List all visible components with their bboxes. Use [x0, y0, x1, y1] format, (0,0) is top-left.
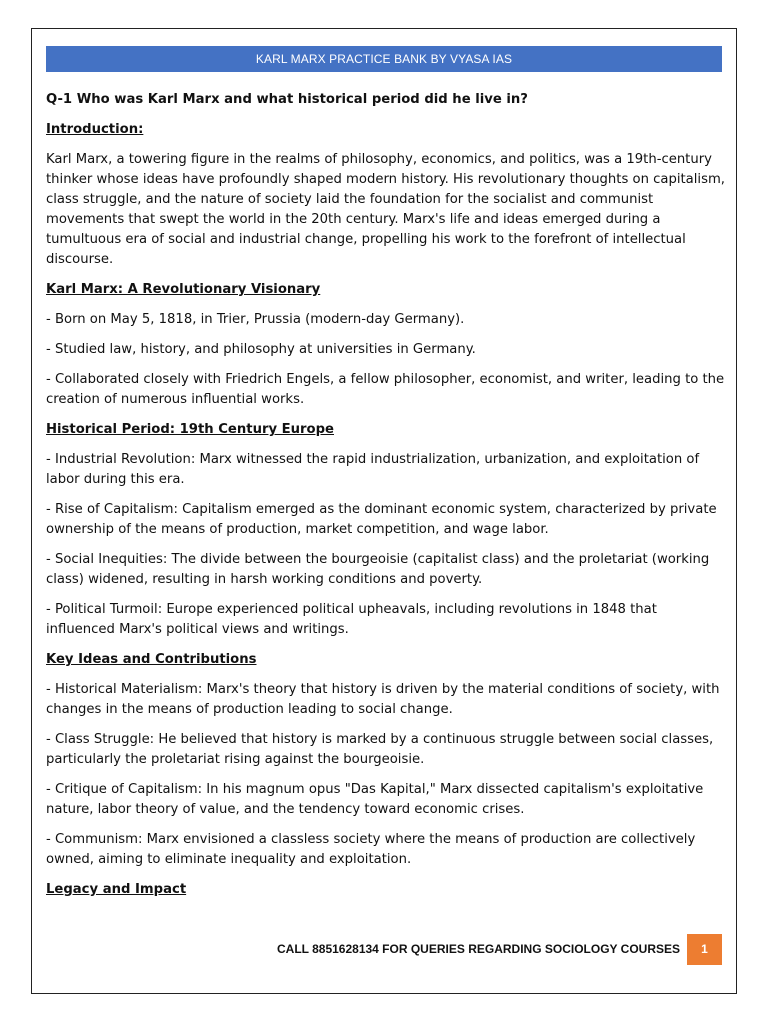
paragraph: - Collaborated closely with Friedrich Engels, a fellow philosopher, economist, and writer, leading to the creation of numerous influential works.: [46, 372, 725, 407]
paragraph: - Communism: Marx envisioned a classless society where the means of production are collectively owned, aiming to eliminate inequality and exploitation.: [46, 832, 696, 867]
paragraph: - Born on May 5, 1818, in Trier, Prussia (modern-day Germany).: [46, 312, 465, 327]
section-heading: Legacy and Impact: [46, 882, 187, 897]
paragraph: - Political Turmoil: Europe experienced political upheavals, including revolutions in 1848 that influenced Marx's political views and writings.: [46, 602, 657, 637]
document-header: KARL MARX PRACTICE BANK BY VYASA IAS: [46, 46, 722, 72]
section-key-ideas: [46, 650, 726, 870]
paragraph: - Studied law, history, and philosophy at universities in Germany.: [46, 342, 476, 357]
section-heading: Key Ideas and Contributions: [46, 652, 257, 667]
document-body: [46, 90, 726, 910]
section-historical-period: [46, 420, 726, 640]
section-heading: Introduction:: [46, 122, 144, 137]
question-title: Q-1 Who was Karl Marx and what historical period did he live in?: [46, 92, 528, 107]
paragraph: - Rise of Capitalism: Capitalism emerged as the dominant economic system, characterized by private ownership of the means of production, market competition, and wage labor.: [46, 502, 717, 537]
section-introduction: [46, 120, 726, 270]
section-heading: Historical Period: 19th Century Europe: [46, 422, 334, 437]
paragraph: - Historical Materialism: Marx's theory that history is driven by the material conditions of society, with changes in the means of production leading to social change.: [46, 682, 720, 717]
section-revolutionary-visionary: [46, 280, 726, 410]
paragraph: - Critique of Capitalism: In his magnum opus "Das Kapital," Marx dissected capitalism's exploitative nature, labor theory of value, and the tendency toward economic crises.: [46, 782, 704, 817]
section-heading: Karl Marx: A Revolutionary Visionary: [46, 282, 321, 297]
section-legacy: [46, 880, 726, 900]
paragraph: - Industrial Revolution: Marx witnessed the rapid industrialization, urbanization, and exploitation of labor during this era.: [46, 452, 700, 487]
page-number: 1: [687, 934, 722, 965]
paragraph: Karl Marx, a towering figure in the realms of philosophy, economics, and politics, was a 19th-century thinker whose ideas have profoundly shaped modern history. His revolutionary thoughts on capitalism, class struggle, and the nature of society laid the foundation for the socialist and communist movements that swept the world in the 20th century. Marx's life and ideas emerged during a tumultuous era of social and industrial change, propelling his work to the forefront of intellectual discourse.: [46, 152, 725, 267]
paragraph: - Class Struggle: He believed that history is marked by a continuous struggle between social classes, particularly the proletariat rising against the bourgeoisie.: [46, 732, 714, 767]
paragraph: - Social Inequities: The divide between the bourgeoisie (capitalist class) and the proletariat (working class) widened, resulting in harsh working conditions and poverty.: [46, 552, 710, 587]
footer-contact: CALL 8851628134 FOR QUERIES REGARDING SOCIOLOGY COURSES: [277, 942, 680, 956]
